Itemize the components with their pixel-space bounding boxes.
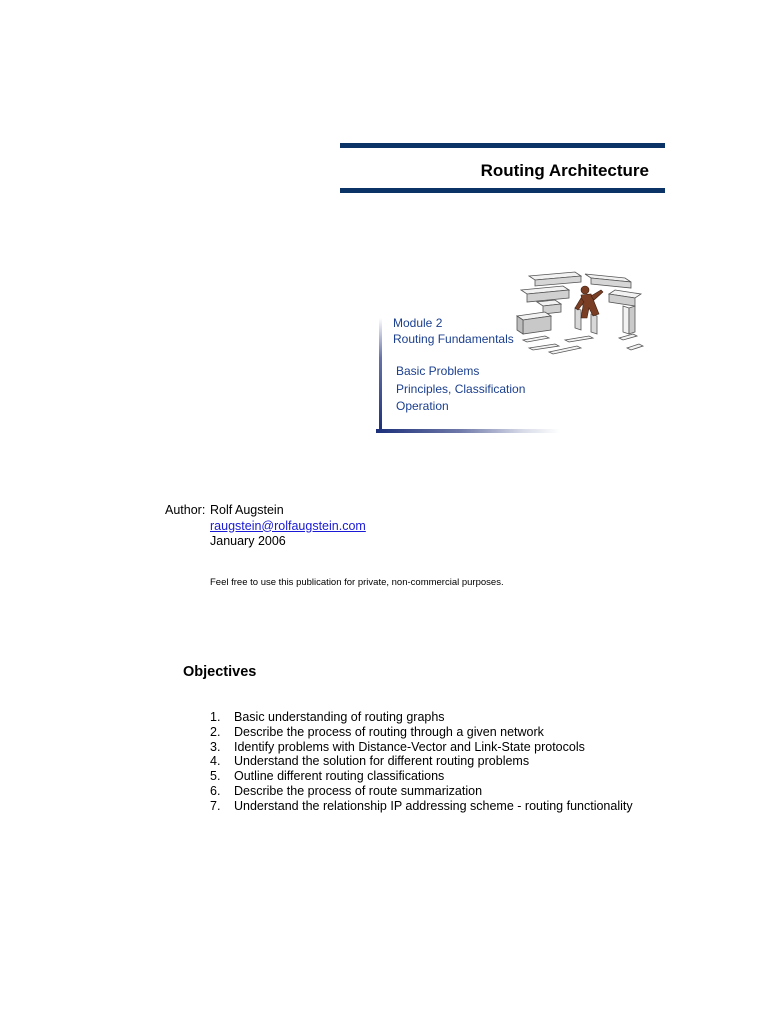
list-item: 2. Describe the process of routing through a given network xyxy=(210,724,544,739)
author-email-link[interactable]: raugstein@rolfaugstein.com xyxy=(210,518,366,533)
list-item: 7. Understand the relationship IP addressing scheme - routing functionality xyxy=(210,798,633,813)
publication-date: January 2006 xyxy=(210,534,286,548)
author-details xyxy=(210,503,366,550)
author-label: Author: xyxy=(165,503,206,517)
author-name: Rolf Augstein xyxy=(210,503,284,517)
list-item: 3. Identify problems with Distance-Vector and Link-State protocols xyxy=(210,739,585,754)
title-rule-bottom xyxy=(340,188,665,193)
list-item: 5. Outline different routing classifications xyxy=(210,769,445,784)
objectives-list xyxy=(210,710,633,814)
module-divider-vertical xyxy=(379,318,382,432)
list-item: 1. Basic understanding of routing graphs xyxy=(210,710,445,724)
module-divider-horizontal xyxy=(376,429,560,433)
module-name: Routing Fundamentals xyxy=(393,332,514,346)
module-number: Module 2 xyxy=(393,316,443,330)
topic-item: Principles, Classification xyxy=(396,381,526,396)
list-item: 4. Understand the solution for different routing problems xyxy=(210,754,530,769)
title-rule-top xyxy=(340,143,665,148)
topic-item: Basic Problems xyxy=(396,364,480,378)
list-item: 6. Describe the process of route summarization xyxy=(210,783,483,798)
page-title: Routing Architecture xyxy=(480,161,649,180)
usage-note: Feel free to use this publication for private, non-commercial purposes. xyxy=(210,577,504,588)
topic-item: Operation xyxy=(396,399,449,413)
maze-illustration xyxy=(515,268,645,358)
module-topics xyxy=(396,363,525,416)
objectives-heading: Objectives xyxy=(183,664,257,680)
module-info xyxy=(393,315,514,347)
